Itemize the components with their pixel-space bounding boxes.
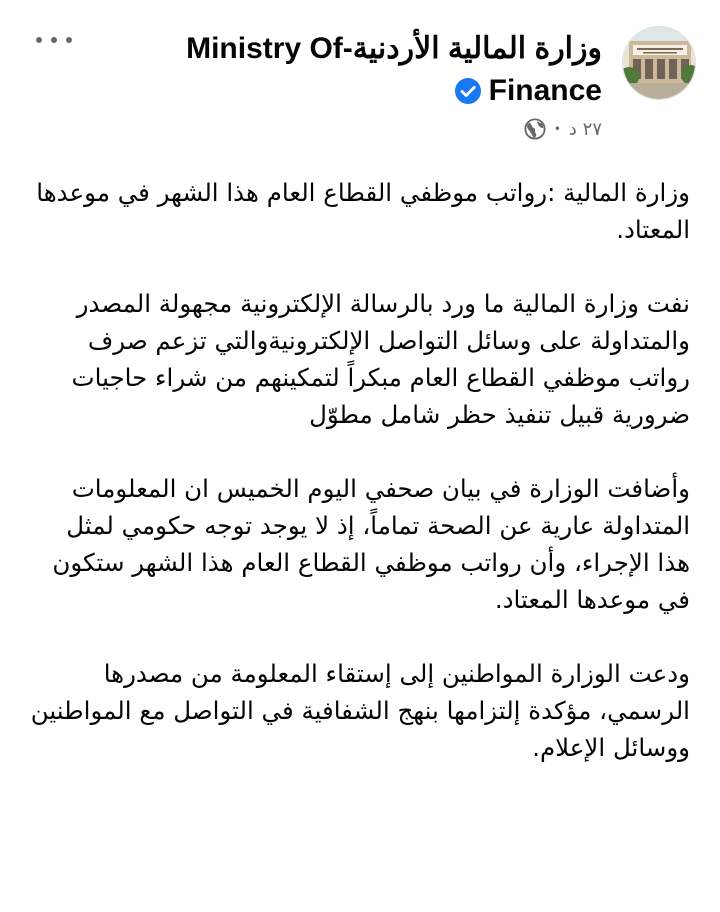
verified-badge-icon xyxy=(455,78,481,104)
post-paragraph-3: وأضافت الوزارة في بيان صحفي اليوم الخميس ان المعلومات المتداولة عارية عن الصحة تماماً، إذ لا يوجد توجه حكومي لمثل هذا الإجراء، وأن رواتب موظفي القطاع العام هذا الشهر ستكون في موعدها المعتاد. xyxy=(52,474,690,614)
page-name-line1: وزارة المالية الأردنية-Ministry Of xyxy=(186,32,602,65)
post-paragraph-1: وزارة المالية :رواتب موظفي القطاع العام هذا الشهر في موعدها المعتاد. xyxy=(36,178,690,244)
page-name-line2-row xyxy=(162,70,602,112)
ministry-building-logo xyxy=(623,27,696,100)
post-timestamp[interactable]: ٢٧ د xyxy=(568,118,602,140)
more-options-icon[interactable] xyxy=(36,32,72,48)
page-name-line2: Finance xyxy=(488,74,602,107)
post-paragraph-2: نفت وزارة المالية ما ورد بالرسالة الإلكترونية مجهولة المصدر والمتداولة على وسائل التواصل الإلكترونيةوالتي تزعم صرف رواتب موظفي القطاع العام مبكراً لتمكينهم من شراء حاجيات ضرورية قبيل تنفيذ حظر شامل مطوّل xyxy=(71,289,690,429)
post-paragraph-4: ودعت الوزارة المواطنين إلى إستقاء المعلومة من مصدرها الرسمي، مؤكدة إلتزامها بنهج الشفافية في التواصل مع المواطنين ووسائل الإعلام. xyxy=(30,659,690,762)
meta-separator: • xyxy=(553,122,561,136)
post-meta xyxy=(524,118,602,140)
post-header xyxy=(0,22,720,142)
page-name[interactable] xyxy=(162,28,602,112)
avatar[interactable] xyxy=(622,26,696,100)
post-body xyxy=(26,174,690,803)
globe-icon[interactable] xyxy=(524,118,546,140)
